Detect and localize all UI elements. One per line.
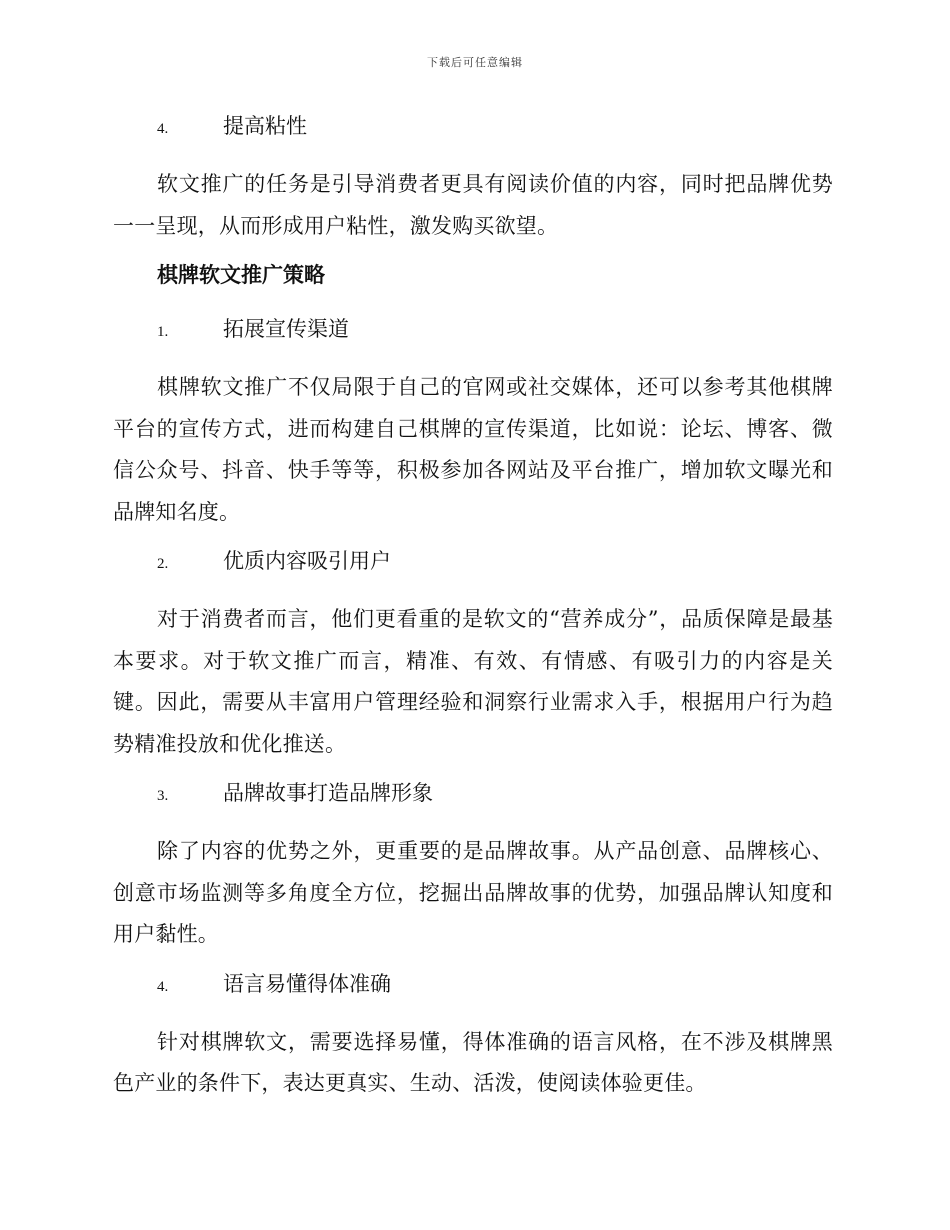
item-heading <box>113 110 833 142</box>
item-heading <box>113 968 833 1000</box>
item-number: 1. <box>157 324 169 340</box>
item-title: 语言易懂得体准确 <box>223 971 391 996</box>
item-title: 品牌故事打造品牌形象 <box>223 781 433 805</box>
paragraph: 软文推广的任务是引导消费者更具有阅读价值的内容，同时把品牌优势一一呈现，从而形成用户粘性，激发购买欲望。 <box>113 172 833 238</box>
item-heading <box>113 777 833 809</box>
item-number: 2. <box>157 556 169 572</box>
paragraph: 除了内容的优势之外，更重要的是品牌故事。从产品创意、品牌核心、创意市场监测等多角度全方位，挖掘出品牌故事的优势，加强品牌认知度和用户黏性。 <box>113 839 833 946</box>
item-title: 优质内容吸引用户 <box>223 549 391 573</box>
paragraph: 针对棋牌软文，需要选择易懂，得体准确的语言风格，在不涉及棋牌黑色产业的条件下，表达更真实、生动、活泼，使阅读体验更佳。 <box>113 1029 833 1095</box>
item-title: 提高粘性 <box>223 114 307 138</box>
paragraph: 对于消费者而言，他们更看重的是软文的“营养成分”，品质保障是最基本要求。对于软文推广而言，精准、有效、有情感、有吸引力的内容是关键。因此，需要从丰富用户管理经验和洞察行业需求入手，根据用户行为趋势精准投放和优化推送。 <box>113 607 833 756</box>
header-note: 下载后可任意编辑 <box>427 56 523 69</box>
document-body <box>113 110 833 1117</box>
item-title: 拓展宣传渠道 <box>223 317 349 341</box>
item-heading <box>113 545 833 577</box>
section-title: 棋牌软文推广策略 <box>157 263 325 287</box>
item-number: 4. <box>157 978 169 995</box>
item-number: 3. <box>157 788 169 804</box>
item-number: 4. <box>157 121 169 137</box>
paragraph: 棋牌软文推广不仅局限于自己的官网或社交媒体，还可以参考其他棋牌平台的宣传方式，进而构建自己棋牌的宣传渠道，比如说：论坛、博客、微信公众号、抖音、快手等等，积极参加各网站及平台推广，增加软文曝光和品牌知名度。 <box>113 375 833 524</box>
item-heading <box>113 313 833 345</box>
